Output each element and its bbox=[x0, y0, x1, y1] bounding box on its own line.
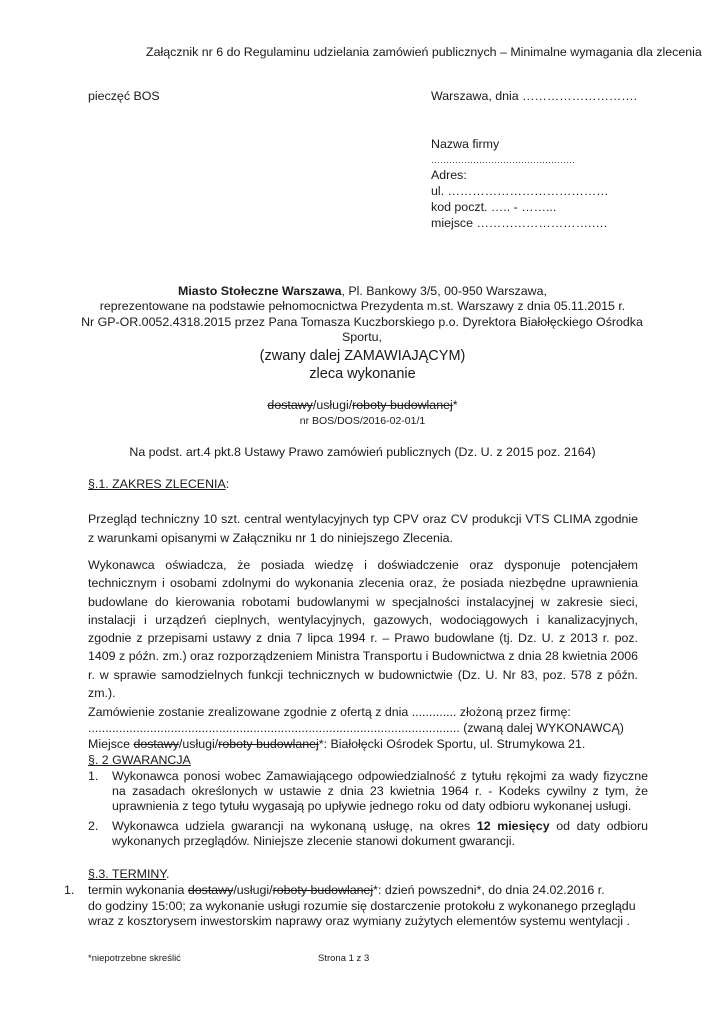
type-delivery: dostawy bbox=[267, 398, 313, 412]
section1-title: §.1. ZAKRES ZLECENIA bbox=[88, 477, 226, 491]
section1-heading bbox=[88, 477, 229, 492]
guarantee-item-1 bbox=[88, 769, 648, 814]
item-text-post: od daty odbioru wykonanych przeglądów. Niniejsze zlecenie stanowi dokument gwarancji. bbox=[112, 819, 648, 848]
page-number: Strona 1 z 3 bbox=[318, 953, 370, 964]
called-ordering-party: (zwany dalej ZAMAWIAJĄCYM) bbox=[259, 348, 466, 364]
place-star: * bbox=[318, 737, 324, 751]
section2-heading bbox=[88, 753, 191, 768]
contractor-dots: ............................................................................................................ bbox=[88, 721, 460, 735]
section3-dot: . bbox=[166, 867, 170, 881]
term-works: roboty budowlanej bbox=[272, 883, 374, 897]
city-line: miejsce ……………………….…. bbox=[431, 216, 608, 230]
item-text: Wykonawca ponosi wobec Zamawiającego odpowiedzialność z tytułu rękojmi za wady fizyczne na zasadach określonych w ustawie z dnia 23 kwietnia 1964 r. - Kodeks cywilny z tym, że uprawnienia z tego tytułu wygasają po upływie jednego roku od daty odbioru wykonanej usługi. bbox=[112, 769, 648, 813]
ordering-party-line bbox=[60, 284, 665, 299]
postal-line: kod poczt. ….. - ……... bbox=[431, 200, 557, 214]
section2-title: §. 2 GWARANCJA bbox=[88, 753, 191, 767]
item-number: 1. bbox=[88, 769, 99, 783]
guarantee-item-2 bbox=[88, 819, 648, 849]
scope-paragraph: Przegląd techniczny 10 szt. central wentylacyjnych typ CPV oraz CV produkcji VTS CLIMA zgodnie z warunkami opisanymi w Załączniku nr 1 do niniejszego Zlecenia. bbox=[88, 512, 638, 545]
city-address: , Pl. Bankowy 3/5, 00-950 Warszawa, bbox=[341, 284, 547, 298]
section3-heading bbox=[88, 867, 170, 882]
term-lead: termin wykonania bbox=[88, 883, 188, 897]
orders-execution: zleca wykonanie bbox=[309, 366, 416, 382]
term-star: * bbox=[373, 883, 378, 897]
place-suffix: : Białołęcki Ośrodek Sportu, ul. Strumykowa 21. bbox=[323, 737, 586, 751]
item-text-pre: Wykonawca udziela gwarancji na wykonaną usługę, na okres bbox=[112, 819, 477, 833]
address-label: Adres: bbox=[431, 168, 467, 182]
city-name: Miasto Stołeczne Warszawa bbox=[178, 284, 342, 298]
term-service: /usługi/ bbox=[233, 883, 273, 897]
item-text bbox=[88, 819, 648, 849]
section1-colon: : bbox=[225, 477, 230, 491]
legal-basis: Na podst. art.4 pkt.8 Ustawy Prawo zamówień publicznych (Dz. U. z 2015 poz. 2164) bbox=[129, 445, 596, 459]
proxy-line: Nr GP-OR.0052.4318.2015 przez Pana Tomasza Kuczborskiego p.o. Dyrektora Białołęckiego Ośrodka Sportu, bbox=[81, 315, 643, 344]
represented-line: reprezentowane na podstawie pełnomocnictwa Prezydenta m.st. Warszawy z dnia 05.11.2015 r. bbox=[99, 299, 626, 313]
place-line bbox=[88, 737, 648, 752]
section3-title: §.3. TERMINY bbox=[88, 867, 167, 881]
place-prefix: Miejsce bbox=[88, 737, 134, 751]
term-line bbox=[88, 883, 648, 898]
term-detail: do godziny 15:00; za wykonanie usługi rozumie się dostarczenie protokołu z wykonanego przeglądu wraz z kosztorysem inwestorskim naprawy oraz wymiany zużytych elementów systemu wentylacji . bbox=[88, 899, 636, 928]
type-star: * bbox=[452, 398, 458, 412]
footer-note: *niepotrzebne skreślić bbox=[88, 953, 181, 964]
company-name-label: Nazwa firmy bbox=[431, 137, 500, 151]
contractor-statement: Wykonawca oświadcza, że posiada wiedzę i doświadczenie oraz dysponuje potencjałem technicznym i osobami zdolnymi do wykonania zlecenia oraz, że posiada niezbędne uprawnienia budowlane do kierowania robotami budowlanymi w specjalności instalacyjnej w zakresie sieci, instalacji i urządzeń cieplnych, wentylacyjnych, gazowych, wodociągowych i kanalizacyjnych, zgodnie z przepisami ustawy z dnia 7 lipca 1994 r. – Prawo budowlane (tj. Dz. U. z 2013 r. poz. 1409 z późn. zm.) oraz rozporządzeniem Ministra Transportu i Budownictwa z dnia 28 kwietnia 2006 r. w sprawie samodzielnych funkcji technicznych w budownictwie (Dz. U. Nr 83, poz. 578 z późn. zm.). bbox=[88, 558, 638, 701]
term-delivery: dostawy bbox=[187, 883, 234, 897]
type-works: roboty budowlanej bbox=[352, 398, 453, 412]
place-works: roboty budowlanej bbox=[218, 737, 319, 751]
place-date: Warszawa, dnia ………………………. bbox=[431, 89, 638, 103]
term-after: : dzień powszedni*, do dnia 24.02.2016 r. bbox=[378, 883, 605, 897]
warranty-period: 12 miesięcy bbox=[476, 819, 550, 833]
offer-line: Zamówienie zostanie zrealizowane zgodnie z ofertą z dnia ............. złożoną przez firmę: bbox=[88, 705, 571, 719]
street-line: ul. ………………………………… bbox=[431, 184, 609, 198]
stamp-label: pieczęć BOS bbox=[88, 89, 160, 103]
company-name-line: ………………………………………… bbox=[431, 155, 575, 165]
term-number: 1. bbox=[64, 883, 75, 897]
contractor-line bbox=[88, 721, 648, 736]
order-type bbox=[60, 398, 665, 413]
reference-number: nr BOS/DOS/2016-02-01/1 bbox=[299, 415, 426, 427]
item-number: 2. bbox=[88, 819, 99, 833]
contractor-called: (zwaną dalej WYKONAWCĄ) bbox=[459, 721, 624, 735]
place-service: /usługi/ bbox=[178, 737, 219, 751]
type-service: /usługi/ bbox=[312, 398, 353, 412]
place-delivery: dostawy bbox=[133, 737, 179, 751]
annex-title: Załącznik nr 6 do Regulaminu udzielania zamówień publicznych – Minimalne wymagania dla zlecenia bbox=[146, 45, 702, 59]
